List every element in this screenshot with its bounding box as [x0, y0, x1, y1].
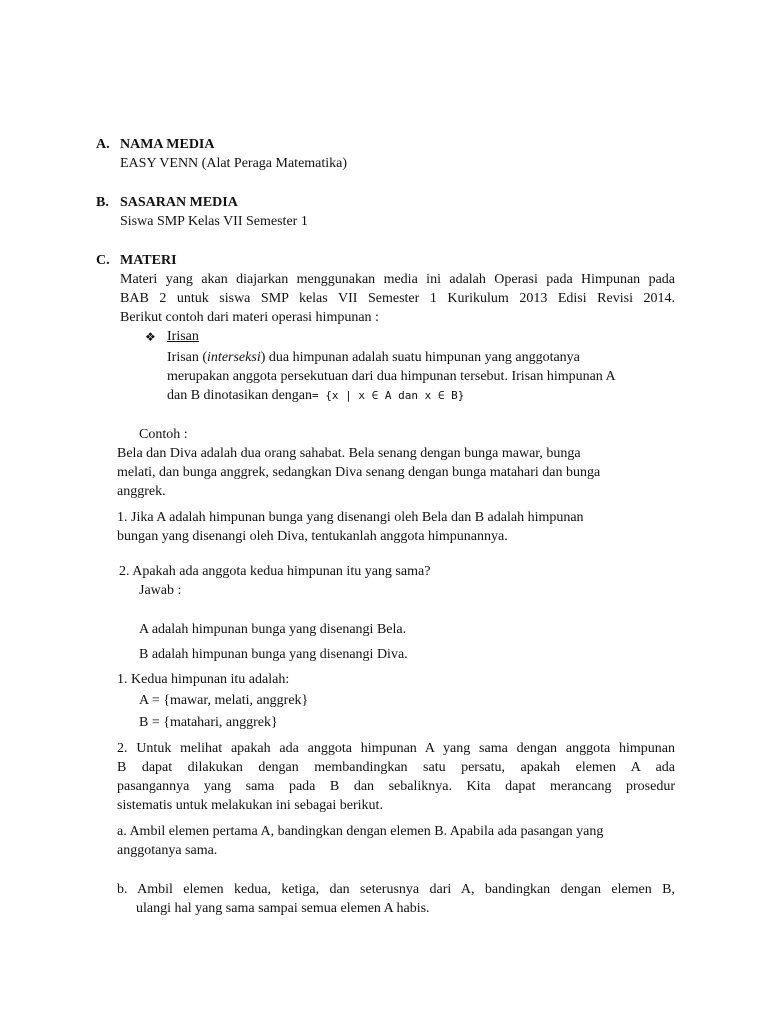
irisan-line-3: dan B dinotasikan dengan= {x | x ∈ A dan x ∈ B}: [167, 388, 465, 403]
step-2-line-1: 2. Untuk melihat apakah ada anggota himpunan A yang sama dengan anggota himpunan: [117, 741, 675, 756]
materi-line-2: BAB 2 untuk siswa SMP kelas VII Semester 1 Kurikulum 2013 Edisi Revisi 2014.: [120, 291, 675, 306]
step-2-line-2: B dapat dilakukan dengan membandingkan satu persatu, apakah elemen A ada: [117, 760, 675, 775]
section-a-content: EASY VENN (Alat Peraga Matematika): [120, 156, 348, 171]
materi-line-1: Materi yang akan diajarkan menggunakan media ini adalah Operasi pada Himpunan pada: [120, 272, 675, 287]
section-c-letter: C.: [96, 253, 110, 268]
section-b-title: SASARAN MEDIA: [120, 195, 238, 210]
set-b-definition: B adalah himpunan bunga yang disenangi Diva.: [139, 647, 408, 662]
diamond-bullet-icon: ❖: [145, 330, 156, 344]
step-1-heading: 1. Kedua himpunan itu adalah:: [117, 672, 290, 687]
materi-line-3: Berikut contoh dari materi operasi himpunan :: [120, 310, 379, 325]
question-1-line-2: bungan yang disenangi oleh Diva, tentukanlah anggota himpunannya.: [117, 529, 508, 544]
jawab-label: Jawab :: [139, 583, 182, 598]
irisan-line-2: merupakan anggota persekutuan dari dua himpunan tersebut. Irisan himpunan A: [167, 369, 616, 384]
step-a-line-2: anggotanya sama.: [117, 843, 218, 858]
step-b-line-1: b. Ambil elemen kedua, ketiga, dan seterusnya dari A, bandingkan dengan elemen B,: [117, 882, 675, 897]
set-a-definition: A adalah himpunan bunga yang disenangi Bela.: [139, 622, 407, 637]
section-a-letter: A.: [96, 137, 110, 152]
question-2: 2. Apakah ada anggota kedua himpunan itu yang sama?: [119, 564, 431, 579]
set-a-members: A = {mawar, melati, anggrek}: [139, 693, 309, 708]
question-1-line-1: 1. Jika A adalah himpunan bunga yang disenangi oleh Bela dan B adalah himpunan: [117, 510, 584, 525]
section-b-letter: B.: [96, 195, 109, 210]
intersection-notation: = {x | x ∈ A dan x ∈ B}: [312, 389, 465, 402]
contoh-line-2: melati, dan bunga anggrek, sedangkan Diva senang dengan bunga matahari dan bunga: [117, 465, 601, 480]
set-b-members: B = {matahari, anggrek}: [139, 715, 278, 730]
section-c-title: MATERI: [120, 253, 177, 268]
contoh-line-3: anggrek.: [117, 484, 166, 499]
section-b-content: Siswa SMP Kelas VII Semester 1: [120, 214, 308, 229]
step-2-line-3: pasangannya yang sama pada B dan sebaliknya. Kita dapat merancang prosedur: [117, 779, 675, 794]
contoh-line-1: Bela dan Diva adalah dua orang sahabat. Bela senang dengan bunga mawar, bunga: [117, 446, 581, 461]
irisan-line-1: Irisan (interseksi) dua himpunan adalah suatu himpunan yang anggotanya: [167, 350, 580, 365]
step-a-line-1: a. Ambil elemen pertama A, bandingkan dengan elemen B. Apabila ada pasangan yang: [117, 824, 604, 839]
step-2-line-4: sistematis untuk melakukan ini sebagai berikut.: [117, 798, 383, 813]
irisan-heading: Irisan: [167, 329, 199, 344]
contoh-label: Contoh :: [139, 427, 188, 442]
step-b-line-2: ulangi hal yang sama sampai semua elemen A habis.: [136, 901, 430, 916]
section-a-title: NAMA MEDIA: [120, 137, 215, 152]
